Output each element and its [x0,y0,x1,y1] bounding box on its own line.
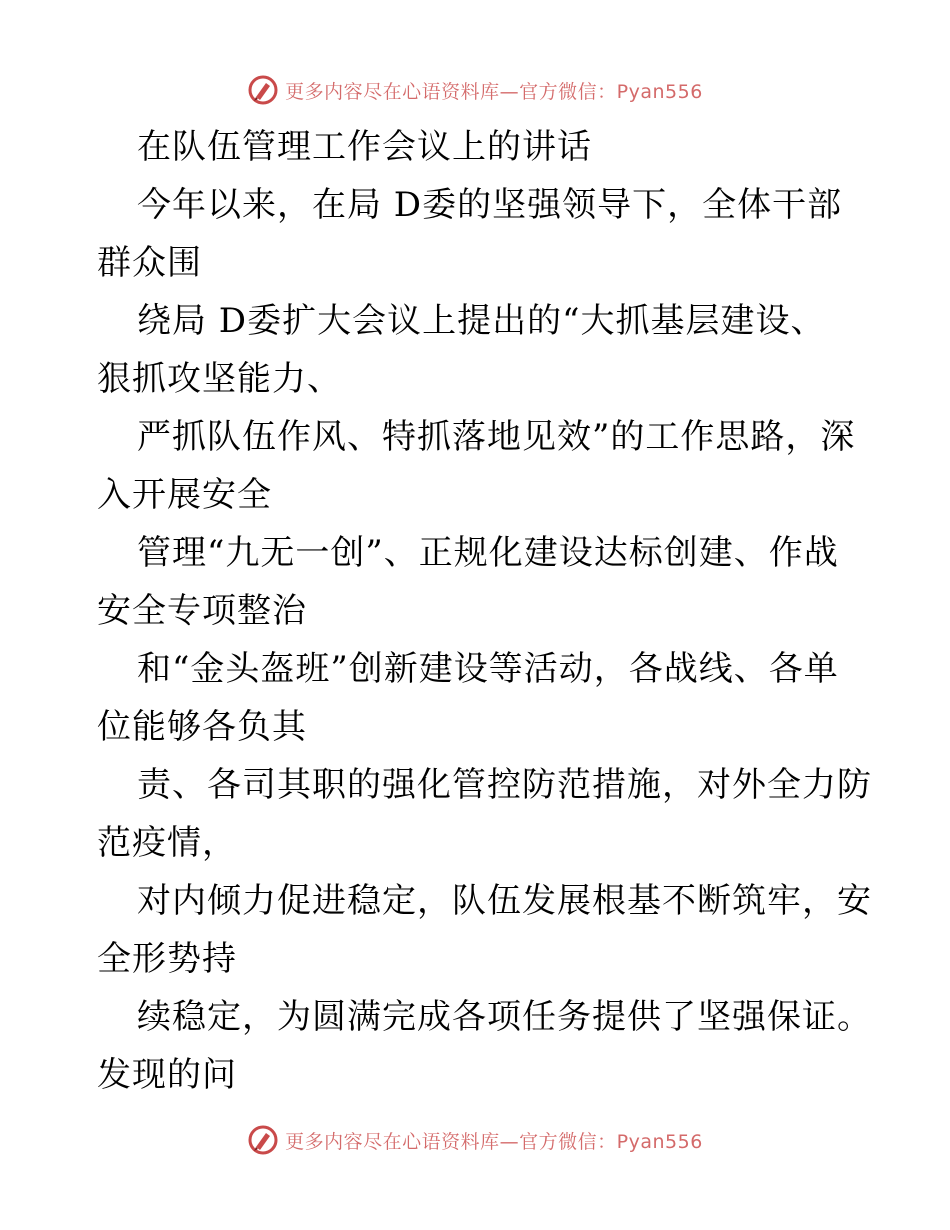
text-line: 范疫情， [97,823,237,863]
text-line: 严抓队伍作风、特抓落地见效”的工作思路，深 [137,417,856,457]
footer-banner-text: 更多内容尽在心语资料库—官方微信：Pyan556 [285,1130,703,1153]
text-line: 发现的问 [97,1055,237,1095]
document-title: 在队伍管理工作会议上的讲话 [137,127,592,167]
pen-logo-icon [247,74,279,106]
text-line: 位能够各负其 [97,707,307,747]
text-line: 今年以来，在局 D委的坚强领导下，全体干部 [137,185,843,225]
header-banner-text: 更多内容尽在心语资料库—官方微信：Pyan556 [285,80,703,103]
footer-banner [0,1120,950,1160]
text-line: 对内倾力促进稳定，队伍发展根基不断筑牢，安 [137,881,872,921]
text-line: 和“金头盔班”创新建设等活动，各战线、各单 [137,649,839,689]
document-body [97,118,872,1104]
text-line: 续稳定，为圆满完成各项任务提供了坚强保证。 [137,997,872,1037]
pen-logo-icon [247,1124,279,1156]
text-line: 责、各司其职的强化管控防范措施，对外全力防 [137,765,872,805]
header-banner [0,70,950,110]
text-line: 绕局 D委扩大会议上提出的“大抓基层建设、 [137,301,826,341]
text-line: 管理“九无一创”、正规化建设达标创建、作战 [137,533,839,573]
text-line: 入开展安全 [97,475,272,515]
text-line: 安全专项整治 [97,591,307,631]
text-line: 全形势持 [97,939,237,979]
text-line: 群众围 [97,243,202,283]
text-line: 狠抓攻坚能力、 [97,359,342,399]
